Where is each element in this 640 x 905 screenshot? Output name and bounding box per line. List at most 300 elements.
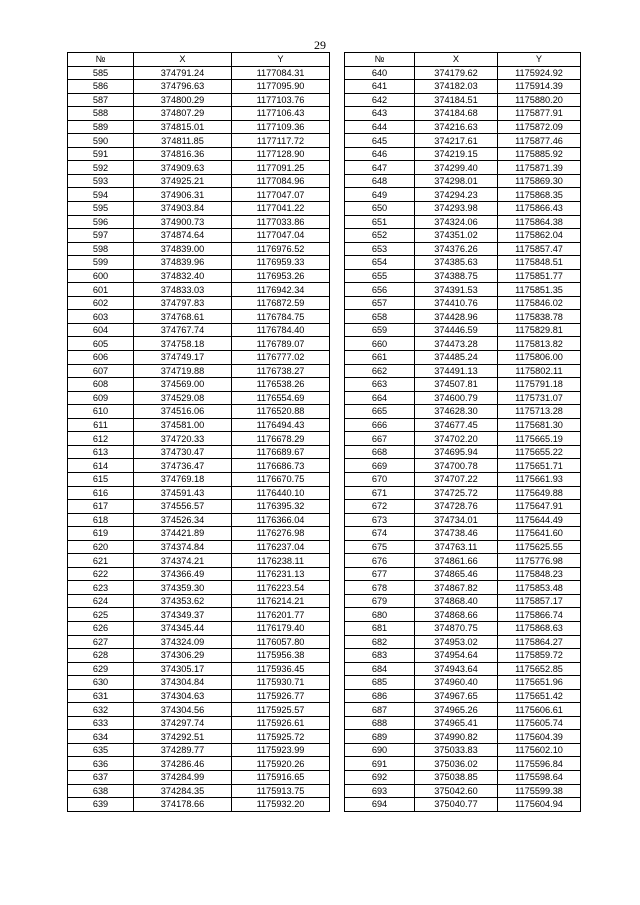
table-row — [68, 716, 330, 730]
cell-y: 1175651.42 — [498, 689, 581, 703]
cell-x: 374960.40 — [415, 676, 498, 690]
cell-x: 374178.66 — [134, 798, 232, 812]
table-row — [68, 513, 330, 527]
cell-x: 374702.20 — [415, 432, 498, 446]
cell-number: 595 — [68, 202, 134, 216]
cell-y: 1175853.48 — [498, 581, 581, 595]
cell-x: 374569.00 — [134, 378, 232, 392]
table-row — [68, 283, 330, 297]
cell-x: 374865.46 — [415, 567, 498, 581]
cell-x: 374216.63 — [415, 120, 498, 134]
table-row — [68, 161, 330, 175]
cell-number: 651 — [345, 215, 415, 229]
cell-number: 604 — [68, 323, 134, 337]
cell-y: 1175914.39 — [498, 80, 581, 94]
cell-y: 1175862.04 — [498, 229, 581, 243]
cell-x: 374816.36 — [134, 147, 232, 161]
cell-number: 655 — [345, 269, 415, 283]
cell-y: 1175606.61 — [498, 703, 581, 717]
table-row — [345, 147, 581, 161]
cell-number: 665 — [345, 405, 415, 419]
cell-x: 374870.75 — [415, 621, 498, 635]
cell-y: 1175604.94 — [498, 798, 581, 812]
table-row — [345, 621, 581, 635]
table-row — [68, 418, 330, 432]
table-row — [68, 66, 330, 80]
cell-x: 374833.03 — [134, 283, 232, 297]
cell-x: 374306.29 — [134, 649, 232, 663]
cell-x: 374410.76 — [415, 296, 498, 310]
cell-y: 1175864.38 — [498, 215, 581, 229]
cell-number: 692 — [345, 770, 415, 784]
cell-number: 627 — [68, 635, 134, 649]
cell-y: 1175665.19 — [498, 432, 581, 446]
table-row — [68, 703, 330, 717]
table-row — [345, 486, 581, 500]
table-row — [345, 554, 581, 568]
cell-x: 374868.40 — [415, 594, 498, 608]
table-row — [68, 554, 330, 568]
cell-number: 656 — [345, 283, 415, 297]
cell-y: 1177047.07 — [232, 188, 330, 202]
cell-y: 1177106.43 — [232, 107, 330, 121]
table-row — [345, 513, 581, 527]
table-row — [68, 242, 330, 256]
table-header-row — [68, 53, 330, 67]
cell-x: 374385.63 — [415, 256, 498, 270]
cell-number: 625 — [68, 608, 134, 622]
cell-y: 1176179.40 — [232, 621, 330, 635]
cell-y: 1177117.72 — [232, 134, 330, 148]
table-row — [345, 527, 581, 541]
table-row — [68, 730, 330, 744]
cell-number: 677 — [345, 567, 415, 581]
cell-x: 374289.77 — [134, 743, 232, 757]
cell-y: 1176520.88 — [232, 405, 330, 419]
cell-y: 1175932.20 — [232, 798, 330, 812]
cell-y: 1176784.75 — [232, 310, 330, 324]
table-row — [345, 283, 581, 297]
cell-x: 374807.29 — [134, 107, 232, 121]
cell-x: 374943.64 — [415, 662, 498, 676]
cell-y: 1175604.39 — [498, 730, 581, 744]
cell-y: 1175956.38 — [232, 649, 330, 663]
table-row — [345, 432, 581, 446]
cell-y: 1175655.22 — [498, 445, 581, 459]
cell-x: 374769.18 — [134, 472, 232, 486]
table-row — [68, 635, 330, 649]
cell-y: 1176494.43 — [232, 418, 330, 432]
cell-x: 374376.26 — [415, 242, 498, 256]
table-row — [345, 567, 581, 581]
cell-x: 374738.46 — [415, 527, 498, 541]
cell-y: 1176953.26 — [232, 269, 330, 283]
cell-x: 374909.63 — [134, 161, 232, 175]
cell-y: 1177033.86 — [232, 215, 330, 229]
cell-x: 374967.65 — [415, 689, 498, 703]
cell-x: 374366.49 — [134, 567, 232, 581]
cell-x: 374791.24 — [134, 66, 232, 80]
table-row — [68, 202, 330, 216]
cell-y: 1176237.04 — [232, 540, 330, 554]
cell-number: 689 — [345, 730, 415, 744]
cell-y: 1175731.07 — [498, 391, 581, 405]
cell-number: 605 — [68, 337, 134, 351]
table-row — [68, 621, 330, 635]
cell-y: 1175776.98 — [498, 554, 581, 568]
cell-x: 374677.45 — [415, 418, 498, 432]
cell-x: 374299.40 — [415, 161, 498, 175]
cell-number: 621 — [68, 554, 134, 568]
cell-number: 608 — [68, 378, 134, 392]
cell-x: 374351.02 — [415, 229, 498, 243]
cell-y: 1175866.43 — [498, 202, 581, 216]
cell-number: 684 — [345, 662, 415, 676]
cell-x: 374359.30 — [134, 581, 232, 595]
cell-x: 374421.89 — [134, 527, 232, 541]
cell-y: 1175866.74 — [498, 608, 581, 622]
cell-x: 374182.03 — [415, 80, 498, 94]
table-row — [345, 296, 581, 310]
table-row — [345, 798, 581, 812]
table-row — [345, 662, 581, 676]
cell-y: 1175598.64 — [498, 770, 581, 784]
table-row — [345, 608, 581, 622]
cell-x: 375040.77 — [415, 798, 498, 812]
cell-x: 374758.18 — [134, 337, 232, 351]
cell-number: 650 — [345, 202, 415, 216]
cell-number: 639 — [68, 798, 134, 812]
cell-y: 1177047.04 — [232, 229, 330, 243]
cell-y: 1175926.61 — [232, 716, 330, 730]
cell-number: 629 — [68, 662, 134, 676]
cell-y: 1175868.63 — [498, 621, 581, 635]
cell-x: 374304.56 — [134, 703, 232, 717]
cell-x: 374391.53 — [415, 283, 498, 297]
table-row — [345, 269, 581, 283]
table-row — [345, 649, 581, 663]
table-row — [345, 472, 581, 486]
cell-y: 1177041.22 — [232, 202, 330, 216]
table-row — [345, 770, 581, 784]
table-row — [68, 445, 330, 459]
table-row — [345, 689, 581, 703]
cell-x: 374990.82 — [415, 730, 498, 744]
cell-number: 688 — [345, 716, 415, 730]
cell-number: 619 — [68, 527, 134, 541]
cell-y: 1176784.40 — [232, 323, 330, 337]
table-row — [345, 337, 581, 351]
cell-x: 374591.43 — [134, 486, 232, 500]
cell-x: 374725.72 — [415, 486, 498, 500]
table-row — [68, 120, 330, 134]
cell-x: 374353.62 — [134, 594, 232, 608]
cell-x: 374284.99 — [134, 770, 232, 784]
cell-number: 615 — [68, 472, 134, 486]
cell-y: 1175644.49 — [498, 513, 581, 527]
table-row — [68, 608, 330, 622]
cell-number: 596 — [68, 215, 134, 229]
cell-y: 1175859.72 — [498, 649, 581, 663]
table-row — [345, 405, 581, 419]
coordinates-table-left — [67, 52, 330, 812]
cell-x: 374906.31 — [134, 188, 232, 202]
cell-number: 607 — [68, 364, 134, 378]
table-row — [345, 716, 581, 730]
cell-x: 375038.85 — [415, 770, 498, 784]
cell-y: 1177084.96 — [232, 174, 330, 188]
cell-x: 374736.47 — [134, 459, 232, 473]
cell-number: 672 — [345, 500, 415, 514]
cell-y: 1175838.78 — [498, 310, 581, 324]
table-row — [345, 784, 581, 798]
table-row — [68, 405, 330, 419]
cell-number: 603 — [68, 310, 134, 324]
cell-number: 600 — [68, 269, 134, 283]
cell-x: 374184.51 — [415, 93, 498, 107]
cell-number: 618 — [68, 513, 134, 527]
cell-number: 601 — [68, 283, 134, 297]
cell-number: 617 — [68, 500, 134, 514]
cell-number: 668 — [345, 445, 415, 459]
cell-x: 374832.40 — [134, 269, 232, 283]
cell-x: 374324.09 — [134, 635, 232, 649]
header-number: № — [68, 53, 134, 67]
table-row — [68, 662, 330, 676]
cell-x: 374700.78 — [415, 459, 498, 473]
cell-number: 623 — [68, 581, 134, 595]
cell-y: 1175661.93 — [498, 472, 581, 486]
cell-number: 653 — [345, 242, 415, 256]
cell-y: 1175713.28 — [498, 405, 581, 419]
cell-x: 375042.60 — [415, 784, 498, 798]
cell-x: 374839.00 — [134, 242, 232, 256]
cell-number: 622 — [68, 567, 134, 581]
cell-number: 594 — [68, 188, 134, 202]
cell-number: 669 — [345, 459, 415, 473]
cell-x: 374345.44 — [134, 621, 232, 635]
cell-x: 374179.62 — [415, 66, 498, 80]
cell-y: 1176959.33 — [232, 256, 330, 270]
cell-y: 1176789.07 — [232, 337, 330, 351]
cell-number: 591 — [68, 147, 134, 161]
cell-number: 694 — [345, 798, 415, 812]
cell-number: 687 — [345, 703, 415, 717]
cell-x: 374730.47 — [134, 445, 232, 459]
cell-y: 1175913.75 — [232, 784, 330, 798]
table-row — [68, 296, 330, 310]
cell-number: 597 — [68, 229, 134, 243]
table-row — [345, 364, 581, 378]
cell-x: 374304.63 — [134, 689, 232, 703]
cell-number: 612 — [68, 432, 134, 446]
cell-x: 374184.68 — [415, 107, 498, 121]
cell-y: 1175806.00 — [498, 351, 581, 365]
cell-x: 374874.64 — [134, 229, 232, 243]
cell-x: 374507.81 — [415, 378, 498, 392]
cell-y: 1175605.74 — [498, 716, 581, 730]
table-row — [68, 472, 330, 486]
cell-x: 374734.01 — [415, 513, 498, 527]
table-row — [68, 256, 330, 270]
cell-number: 586 — [68, 80, 134, 94]
page-number: 29 — [314, 38, 326, 52]
coordinates-table-right — [344, 52, 581, 812]
table-row — [345, 134, 581, 148]
cell-y: 1176440.10 — [232, 486, 330, 500]
table-row — [68, 147, 330, 161]
table-row — [68, 215, 330, 229]
cell-y: 1175851.35 — [498, 283, 581, 297]
cell-number: 681 — [345, 621, 415, 635]
cell-number: 659 — [345, 323, 415, 337]
cell-y: 1176223.54 — [232, 581, 330, 595]
cell-number: 646 — [345, 147, 415, 161]
cell-x: 375033.83 — [415, 743, 498, 757]
cell-number: 640 — [345, 66, 415, 80]
cell-number: 658 — [345, 310, 415, 324]
cell-y: 1175791.18 — [498, 378, 581, 392]
cell-number: 628 — [68, 649, 134, 663]
cell-x: 374867.82 — [415, 581, 498, 595]
cell-number: 678 — [345, 581, 415, 595]
cell-y: 1176976.52 — [232, 242, 330, 256]
table-row — [68, 798, 330, 812]
cell-y: 1175813.82 — [498, 337, 581, 351]
cell-y: 1175925.57 — [232, 703, 330, 717]
cell-y: 1175651.96 — [498, 676, 581, 690]
table-row — [68, 269, 330, 283]
cell-y: 1175602.10 — [498, 743, 581, 757]
cell-number: 590 — [68, 134, 134, 148]
cell-number: 631 — [68, 689, 134, 703]
cell-y: 1175848.23 — [498, 567, 581, 581]
cell-number: 685 — [345, 676, 415, 690]
cell-x: 374293.98 — [415, 202, 498, 216]
cell-number: 690 — [345, 743, 415, 757]
table-row — [68, 581, 330, 595]
cell-x: 374485.24 — [415, 351, 498, 365]
table-row — [345, 445, 581, 459]
table-row — [345, 391, 581, 405]
cell-x: 374349.37 — [134, 608, 232, 622]
cell-number: 661 — [345, 351, 415, 365]
cell-number: 648 — [345, 174, 415, 188]
table-row — [68, 757, 330, 771]
cell-number: 588 — [68, 107, 134, 121]
cell-y: 1175924.92 — [498, 66, 581, 80]
cell-number: 632 — [68, 703, 134, 717]
table-row — [68, 107, 330, 121]
cell-y: 1175864.27 — [498, 635, 581, 649]
cell-x: 374749.17 — [134, 351, 232, 365]
cell-y: 1175652.85 — [498, 662, 581, 676]
cell-y: 1176670.75 — [232, 472, 330, 486]
table-row — [345, 418, 581, 432]
cell-number: 643 — [345, 107, 415, 121]
table-row — [345, 66, 581, 80]
table-row — [68, 351, 330, 365]
table-row — [68, 676, 330, 690]
cell-number: 660 — [345, 337, 415, 351]
cell-x: 374900.73 — [134, 215, 232, 229]
cell-number: 693 — [345, 784, 415, 798]
cell-number: 683 — [345, 649, 415, 663]
cell-x: 374868.66 — [415, 608, 498, 622]
cell-y: 1175920.26 — [232, 757, 330, 771]
cell-x: 374294.23 — [415, 188, 498, 202]
cell-y: 1177091.25 — [232, 161, 330, 175]
cell-x: 374763.11 — [415, 540, 498, 554]
cell-y: 1176231.13 — [232, 567, 330, 581]
cell-x: 374815.01 — [134, 120, 232, 134]
cell-y: 1175851.77 — [498, 269, 581, 283]
cell-y: 1175925.72 — [232, 730, 330, 744]
table-row — [68, 364, 330, 378]
cell-y: 1175857.17 — [498, 594, 581, 608]
cell-x: 374292.51 — [134, 730, 232, 744]
cell-x: 374374.84 — [134, 540, 232, 554]
table-row — [345, 256, 581, 270]
table-row — [68, 486, 330, 500]
cell-y: 1176689.67 — [232, 445, 330, 459]
cell-y: 1175885.92 — [498, 147, 581, 161]
cell-y: 1176395.32 — [232, 500, 330, 514]
table-row — [345, 594, 581, 608]
cell-number: 599 — [68, 256, 134, 270]
cell-x: 374305.17 — [134, 662, 232, 676]
cell-x: 374428.96 — [415, 310, 498, 324]
table-row — [68, 391, 330, 405]
cell-y: 1176238.11 — [232, 554, 330, 568]
table-row — [345, 202, 581, 216]
cell-number: 606 — [68, 351, 134, 365]
cell-number: 610 — [68, 405, 134, 419]
table-row — [345, 500, 581, 514]
cell-y: 1175872.09 — [498, 120, 581, 134]
cell-y: 1176942.34 — [232, 283, 330, 297]
cell-number: 587 — [68, 93, 134, 107]
cell-number: 635 — [68, 743, 134, 757]
table-row — [345, 188, 581, 202]
cell-x: 374446.59 — [415, 323, 498, 337]
cell-x: 374297.74 — [134, 716, 232, 730]
table-row — [345, 378, 581, 392]
cell-y: 1176538.26 — [232, 378, 330, 392]
table-row — [345, 351, 581, 365]
cell-number: 654 — [345, 256, 415, 270]
cell-y: 1175651.71 — [498, 459, 581, 473]
cell-x: 374217.61 — [415, 134, 498, 148]
table-header-row — [345, 53, 581, 67]
cell-x: 374800.29 — [134, 93, 232, 107]
cell-y: 1175916.65 — [232, 770, 330, 784]
cell-y: 1176276.98 — [232, 527, 330, 541]
cell-number: 585 — [68, 66, 134, 80]
header-x: X — [134, 53, 232, 67]
cell-number: 602 — [68, 296, 134, 310]
table-row — [345, 161, 581, 175]
cell-number: 657 — [345, 296, 415, 310]
cell-x: 374728.76 — [415, 500, 498, 514]
cell-number: 675 — [345, 540, 415, 554]
cell-number: 642 — [345, 93, 415, 107]
cell-x: 374839.96 — [134, 256, 232, 270]
table-row — [345, 581, 581, 595]
cell-number: 644 — [345, 120, 415, 134]
cell-number: 637 — [68, 770, 134, 784]
table-row — [68, 323, 330, 337]
